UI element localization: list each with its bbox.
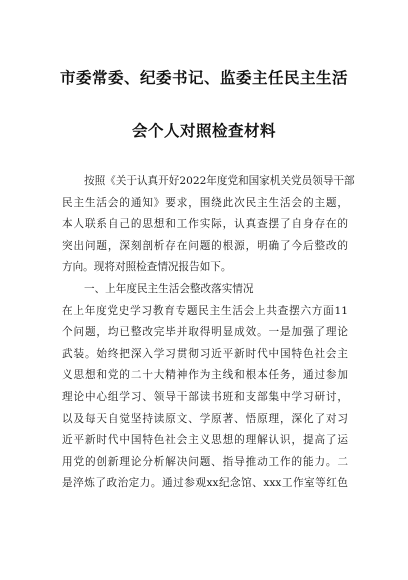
body-line: 本人联系自己的思想和工作实际，认真查摆了自身存在的	[62, 218, 348, 231]
body-line: 近平新时代中国特色社会主义思想的理解认识，提高了运	[62, 434, 348, 447]
body-line: 义思想和党的二十大精神作为主线和根本任务，通过参加	[62, 369, 348, 382]
body-line: 武装。始终把深入学习贯彻习近平新时代中国特色社会主	[62, 347, 348, 360]
body-line: 突出问题，深刻剖析存在问题的根源，明确了今后整改的	[62, 239, 348, 252]
body-line: 在上年度党史学习教育专题民主生活会上共查摆六方面11	[62, 304, 348, 317]
document-title-line-1: 市委常委、纪委书记、监委主任民主生活	[59, 69, 348, 87]
document-title-line-2: 会个人对照检查材料	[131, 122, 276, 140]
body-line: 个问题，均已整改完毕并取得明显成效。一是加强了理论	[62, 326, 348, 339]
document-body	[62, 171, 355, 495]
body-line: 方向。现将对照检查情况报告如下。	[62, 261, 232, 274]
body-line: 民主生活会的通知》要求，围绕此次民主生活会的主题，	[62, 196, 348, 209]
body-line: 以及每天自觉坚持读原文、学原著、悟原理，深化了对习	[62, 412, 348, 425]
body-line: 是淬炼了政治定力。通过参观xx纪念馆、xxx工作室等红色	[62, 477, 348, 490]
body-line: 按照《关于认真开好2022年度党和国家机关党员领导干部	[84, 175, 355, 187]
body-line: 用党的创新理论分析解决问题、指导推动工作的能力。二	[62, 455, 348, 468]
body-line: 理论中心组学习、领导干部读书班和支部集中学习研讨，	[62, 390, 348, 403]
section-heading: 一、上年度民主生活会整改落实情况	[84, 282, 254, 295]
